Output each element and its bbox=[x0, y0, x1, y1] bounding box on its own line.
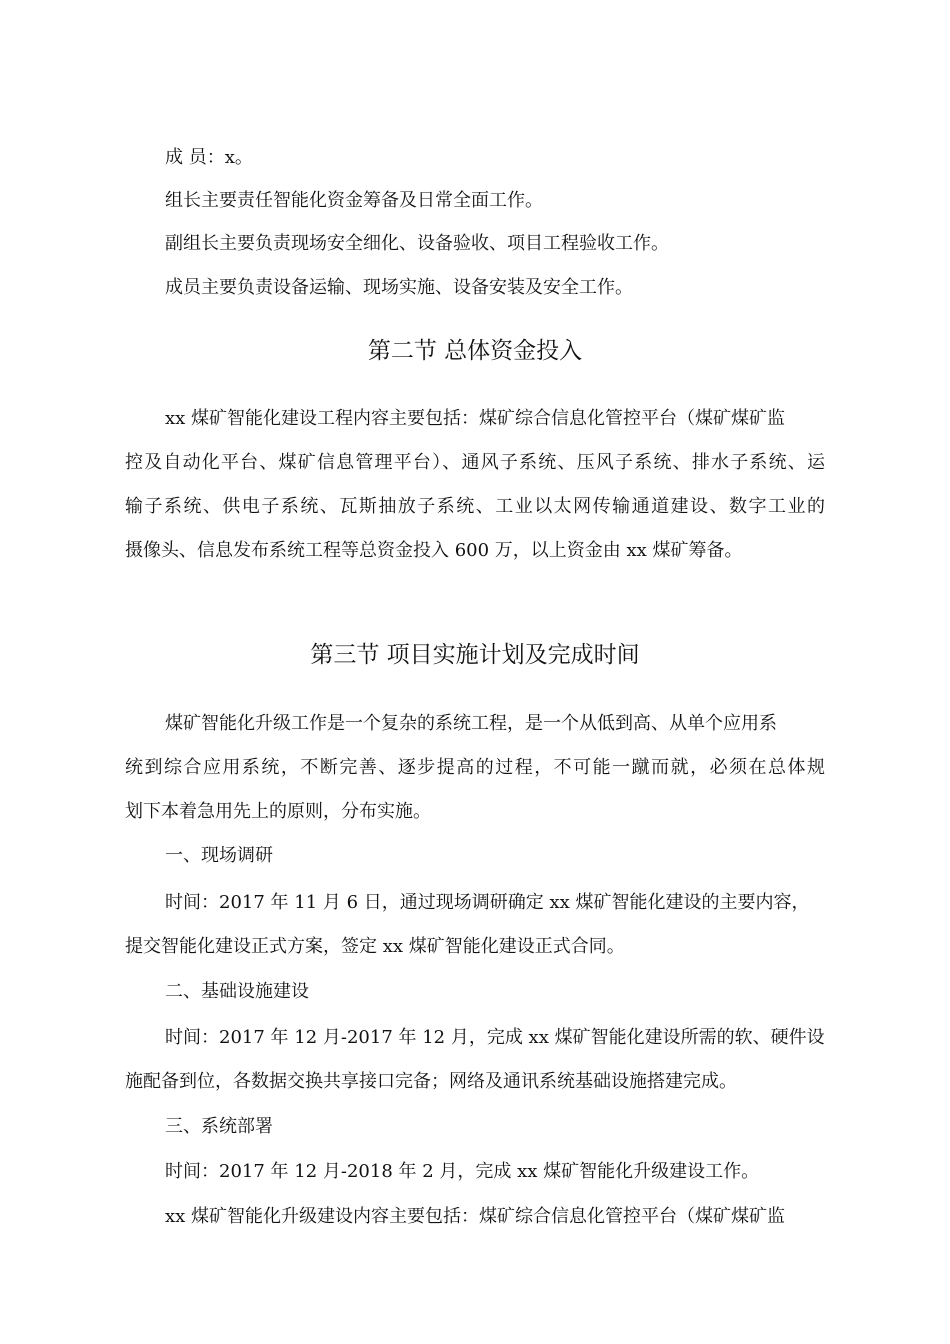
leader-duty-line: 组长主要责任智能化资金筹备及日常全面工作。 bbox=[165, 190, 543, 211]
section2-heading: 第二节 总体资金投入 bbox=[367, 338, 583, 364]
item2-line: 施配备到位，各数据交换共享接口完备；网络及通讯系统基础设施搭建完成。 bbox=[125, 1071, 737, 1092]
item1-title: 一、现场调研 bbox=[165, 845, 273, 866]
item3-line: xx 煤矿智能化升级建设内容主要包括：煤矿综合信息化管控平台（煤矿煤矿监 bbox=[165, 1206, 786, 1227]
section2-paragraph-line: xx 煤矿智能化建设工程内容主要包括：煤矿综合信息化管控平台（煤矿煤矿监 bbox=[165, 408, 786, 429]
members-line: 成 员：x。 bbox=[165, 147, 253, 168]
item3-title: 三、系统部署 bbox=[165, 1116, 273, 1137]
section3-paragraph-line: 划下本着急用先上的原则，分布实施。 bbox=[125, 801, 431, 822]
section2-paragraph-line: 输子系统、供电子系统、瓦斯抽放子系统、工业以太网传输通道建设、数字工业的 bbox=[125, 496, 825, 517]
member-duty-line: 成员主要负责设备运输、现场实施、设备安装及安全工作。 bbox=[165, 277, 633, 298]
item3-line: 时间：2017 年 12 月-2018 年 2 月，完成 xx 煤矿智能化升级建设工作。 bbox=[165, 1161, 760, 1182]
item2-title: 二、基础设施建设 bbox=[165, 981, 309, 1002]
section2-paragraph-line: 摄像头、信息发布系统工程等总资金投入 600 万，以上资金由 xx 煤矿筹备。 bbox=[125, 540, 743, 561]
item1-line: 提交智能化建设正式方案，签定 xx 煤矿智能化建设正式合同。 bbox=[125, 936, 625, 957]
section2-paragraph-line: 控及自动化平台、煤矿信息管理平台）、通风子系统、压风子系统、排水子系统、运 bbox=[125, 452, 825, 473]
section3-paragraph-line: 统到综合应用系统，不断完善、逐步提高的过程，不可能一蹴而就，必须在总体规 bbox=[125, 757, 825, 778]
item2-line: 时间：2017 年 12 月-2017 年 12 月，完成 xx 煤矿智能化建设所需的软、硬件设 bbox=[165, 1027, 825, 1048]
item1-line: 时间：2017 年 11 月 6 日，通过现场调研确定 xx 煤矿智能化建设的主要内容， bbox=[165, 892, 810, 913]
section3-paragraph-line: 煤矿智能化升级工作是一个复杂的系统工程，是一个从低到高、从单个应用系 bbox=[165, 713, 777, 734]
deputy-duty-line: 副组长主要负责现场安全细化、设备验收、项目工程验收工作。 bbox=[165, 233, 669, 254]
section3-heading: 第三节 项目实施计划及完成时间 bbox=[310, 642, 640, 668]
